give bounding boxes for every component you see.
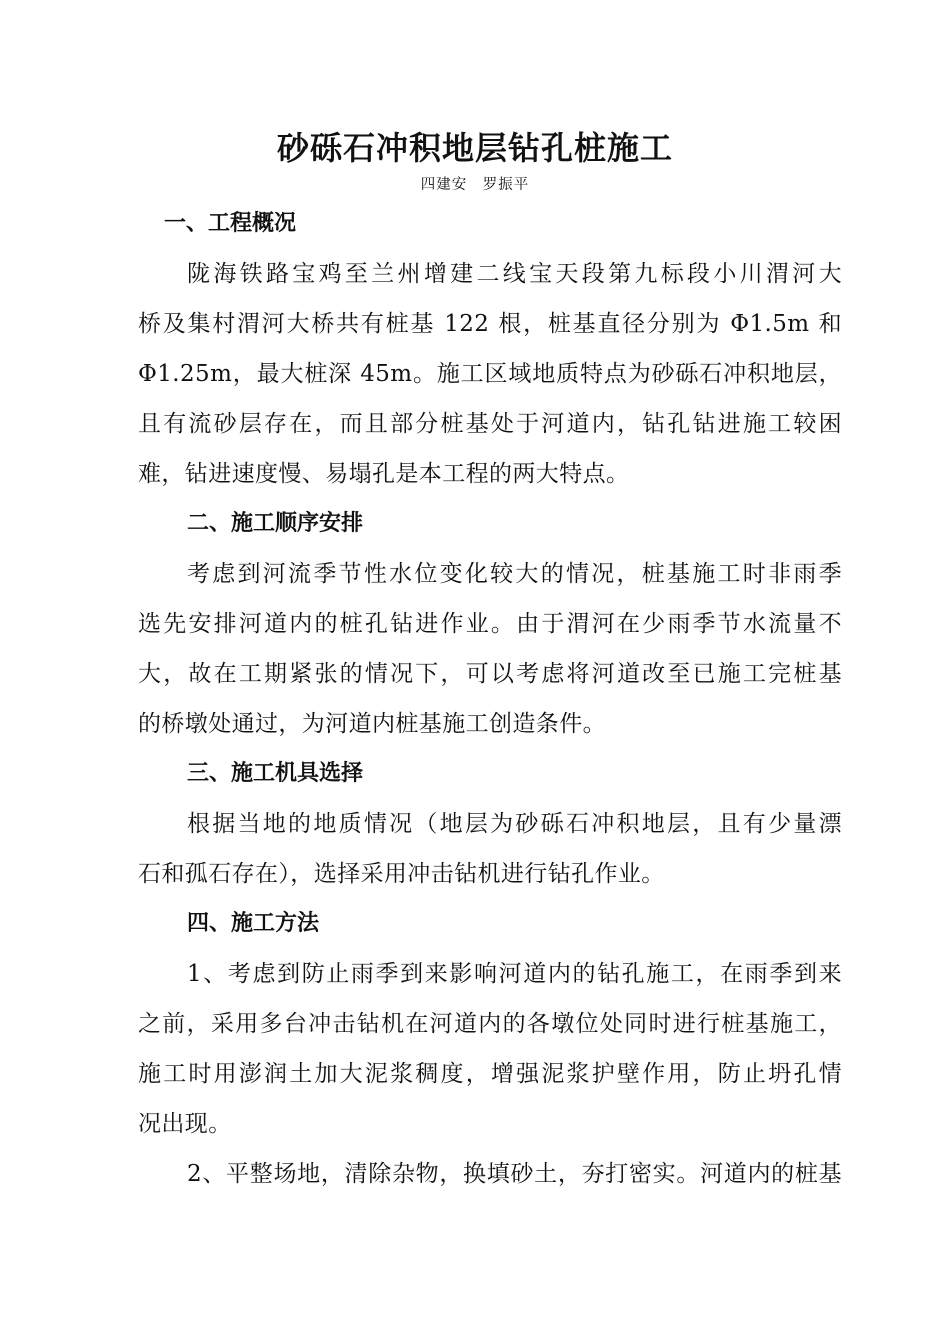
text-line: 况出现。 bbox=[138, 1111, 232, 1137]
text-line: Φ1.25m，最大桩深 45m。施工区域地质特点为砂砾石冲积地层， bbox=[138, 361, 842, 387]
section-heading: 三、施工机具选择 bbox=[187, 761, 364, 786]
section-construction-method bbox=[138, 899, 842, 1199]
text-line: 选先安排河道内的桩孔钻进作业。由于渭河在少雨季节水流量不 bbox=[138, 611, 842, 637]
document-body bbox=[138, 199, 842, 1199]
section-construction-sequence bbox=[138, 499, 842, 749]
paragraph bbox=[138, 549, 842, 749]
text-line: 且有流砂层存在，而且部分桩基处于河道内，钻孔钻进施工较困 bbox=[138, 411, 842, 437]
section-project-overview bbox=[138, 199, 842, 499]
section-heading: 二、施工顺序安排 bbox=[187, 511, 364, 536]
text-line: 2、平整场地，清除杂物，换填砂土，夯打密实。河道内的桩基 bbox=[187, 1161, 842, 1187]
text-line: 桥及集村渭河大桥共有桩基 122 根，桩基直径分别为 Φ1.5m 和 bbox=[138, 311, 842, 337]
section-equipment-selection bbox=[138, 749, 842, 899]
paragraph bbox=[138, 249, 842, 499]
text-line: 大，故在工期紧张的情况下，可以考虑将河道改至已施工完桩基 bbox=[138, 661, 842, 687]
text-line: 之前，采用多台冲击钻机在河道内的各墩位处同时进行桩基施工， bbox=[138, 1011, 842, 1037]
text-line: 施工时用澎润土加大泥浆稠度，增强泥浆护壁作用，防止坍孔情 bbox=[138, 1061, 842, 1087]
text-line: 的桥墩处通过，为河道内桩基施工创造条件。 bbox=[138, 711, 606, 737]
text-line: 根据当地的地质情况（地层为砂砾石冲积地层，且有少量漂 bbox=[187, 811, 842, 837]
document-title: 砂砾石冲积地层钻孔桩施工 bbox=[276, 129, 673, 167]
section-heading: 四、施工方法 bbox=[187, 911, 320, 936]
paragraph bbox=[138, 1149, 842, 1199]
document-author: 四建安 罗振平 bbox=[420, 177, 530, 193]
text-line: 难，钻进速度慢、易塌孔是本工程的两大特点。 bbox=[138, 461, 630, 487]
section-heading: 一、工程概况 bbox=[164, 211, 297, 236]
text-line: 考虑到河流季节性水位变化较大的情况，桩基施工时非雨季 bbox=[187, 561, 842, 587]
paragraph bbox=[138, 799, 842, 899]
text-line: 1、考虑到防止雨季到来影响河道内的钻孔施工，在雨季到来 bbox=[187, 961, 842, 987]
text-line: 陇海铁路宝鸡至兰州增建二线宝天段第九标段小川渭河大 bbox=[187, 261, 842, 287]
text-line: 石和孤石存在），选择采用冲击钻机进行钻孔作业。 bbox=[138, 861, 665, 887]
paragraph bbox=[138, 949, 842, 1149]
